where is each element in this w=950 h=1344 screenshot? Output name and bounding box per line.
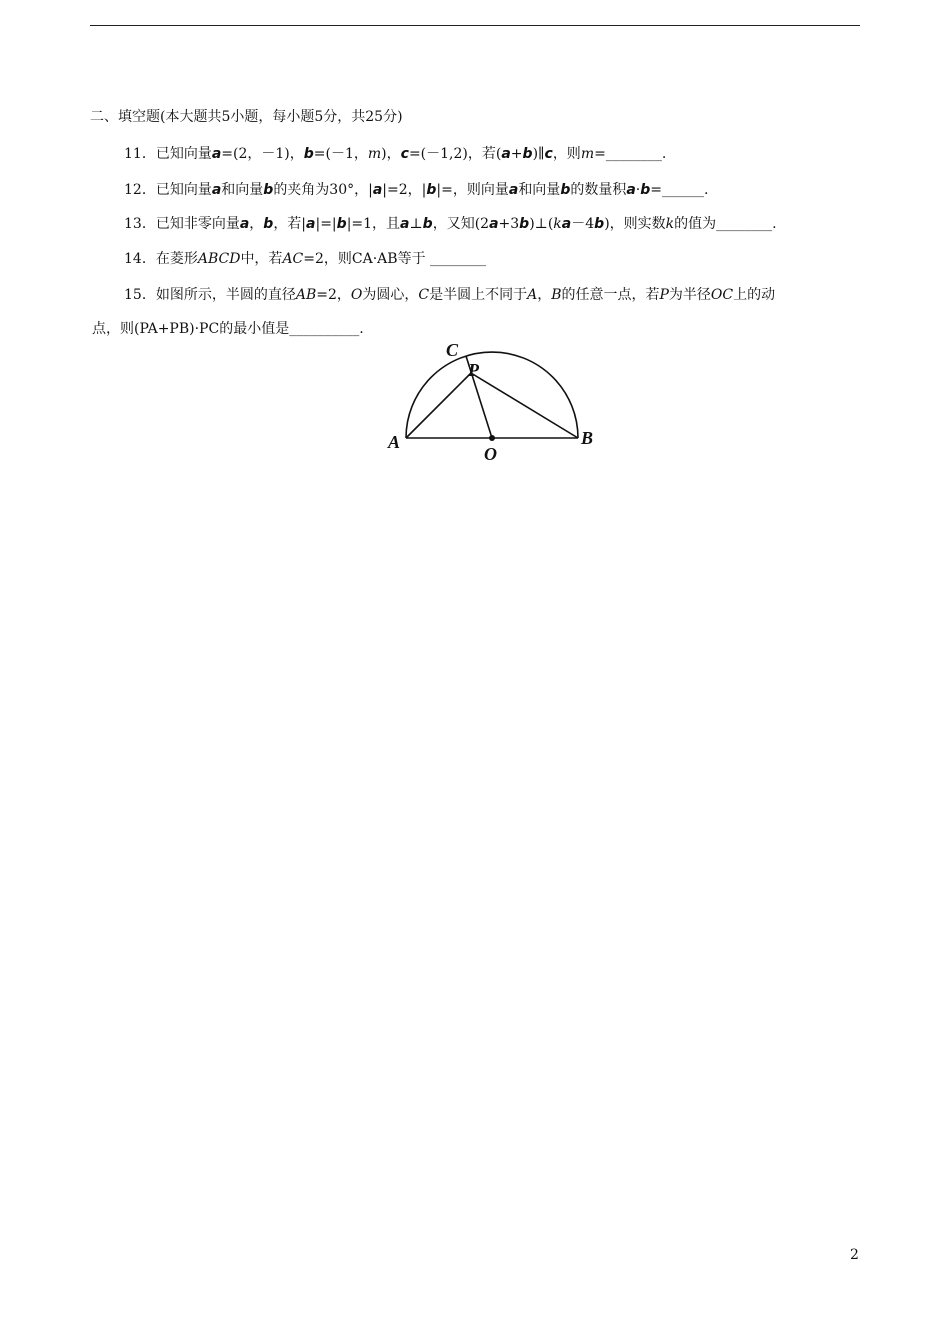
top-rule — [90, 25, 860, 26]
semicircle-arc — [406, 352, 578, 438]
page-number: 2 — [850, 1247, 859, 1263]
question-14: 14．在菱形ABCD中，若AC=2，则CA·AB等于 ________ — [124, 251, 487, 267]
label-a: A — [388, 432, 401, 452]
question-13: 13．已知非零向量a，b，若|a|=|b|=1，且a⊥b，又知(2a+3b)⊥(ka－4b)，则实数k的值为________. — [124, 216, 777, 232]
center-point-o — [489, 435, 495, 441]
semicircle-figure — [380, 334, 610, 464]
question-12: 12．已知向量a和向量b的夹角为30°，|a|=2，|b|=，则向量a和向量b的数量积a·b=______. — [124, 182, 709, 198]
segment-pb — [471, 373, 578, 438]
label-p: P — [468, 360, 479, 380]
question-15-line-1: 15．如图所示，半圆的直径AB=2，O为圆心，C是半圆上不同于A，B的任意一点，若P为半径OC上的动 — [124, 287, 776, 303]
label-o: O — [484, 444, 497, 464]
question-11: 11．已知向量a=(2，－1)，b=(－1，m)，c=(－1,2)，若(a+b)∥c，则m=________. — [124, 146, 667, 162]
label-b: B — [581, 428, 594, 448]
label-c: C — [446, 340, 459, 360]
section-heading: 二、填空题(本大题共5小题，每小题5分，共25分) — [90, 109, 403, 125]
question-15-line-2: 点，则(PA+PB)·PC的最小值是__________. — [92, 321, 364, 337]
segment-pa — [406, 373, 471, 438]
